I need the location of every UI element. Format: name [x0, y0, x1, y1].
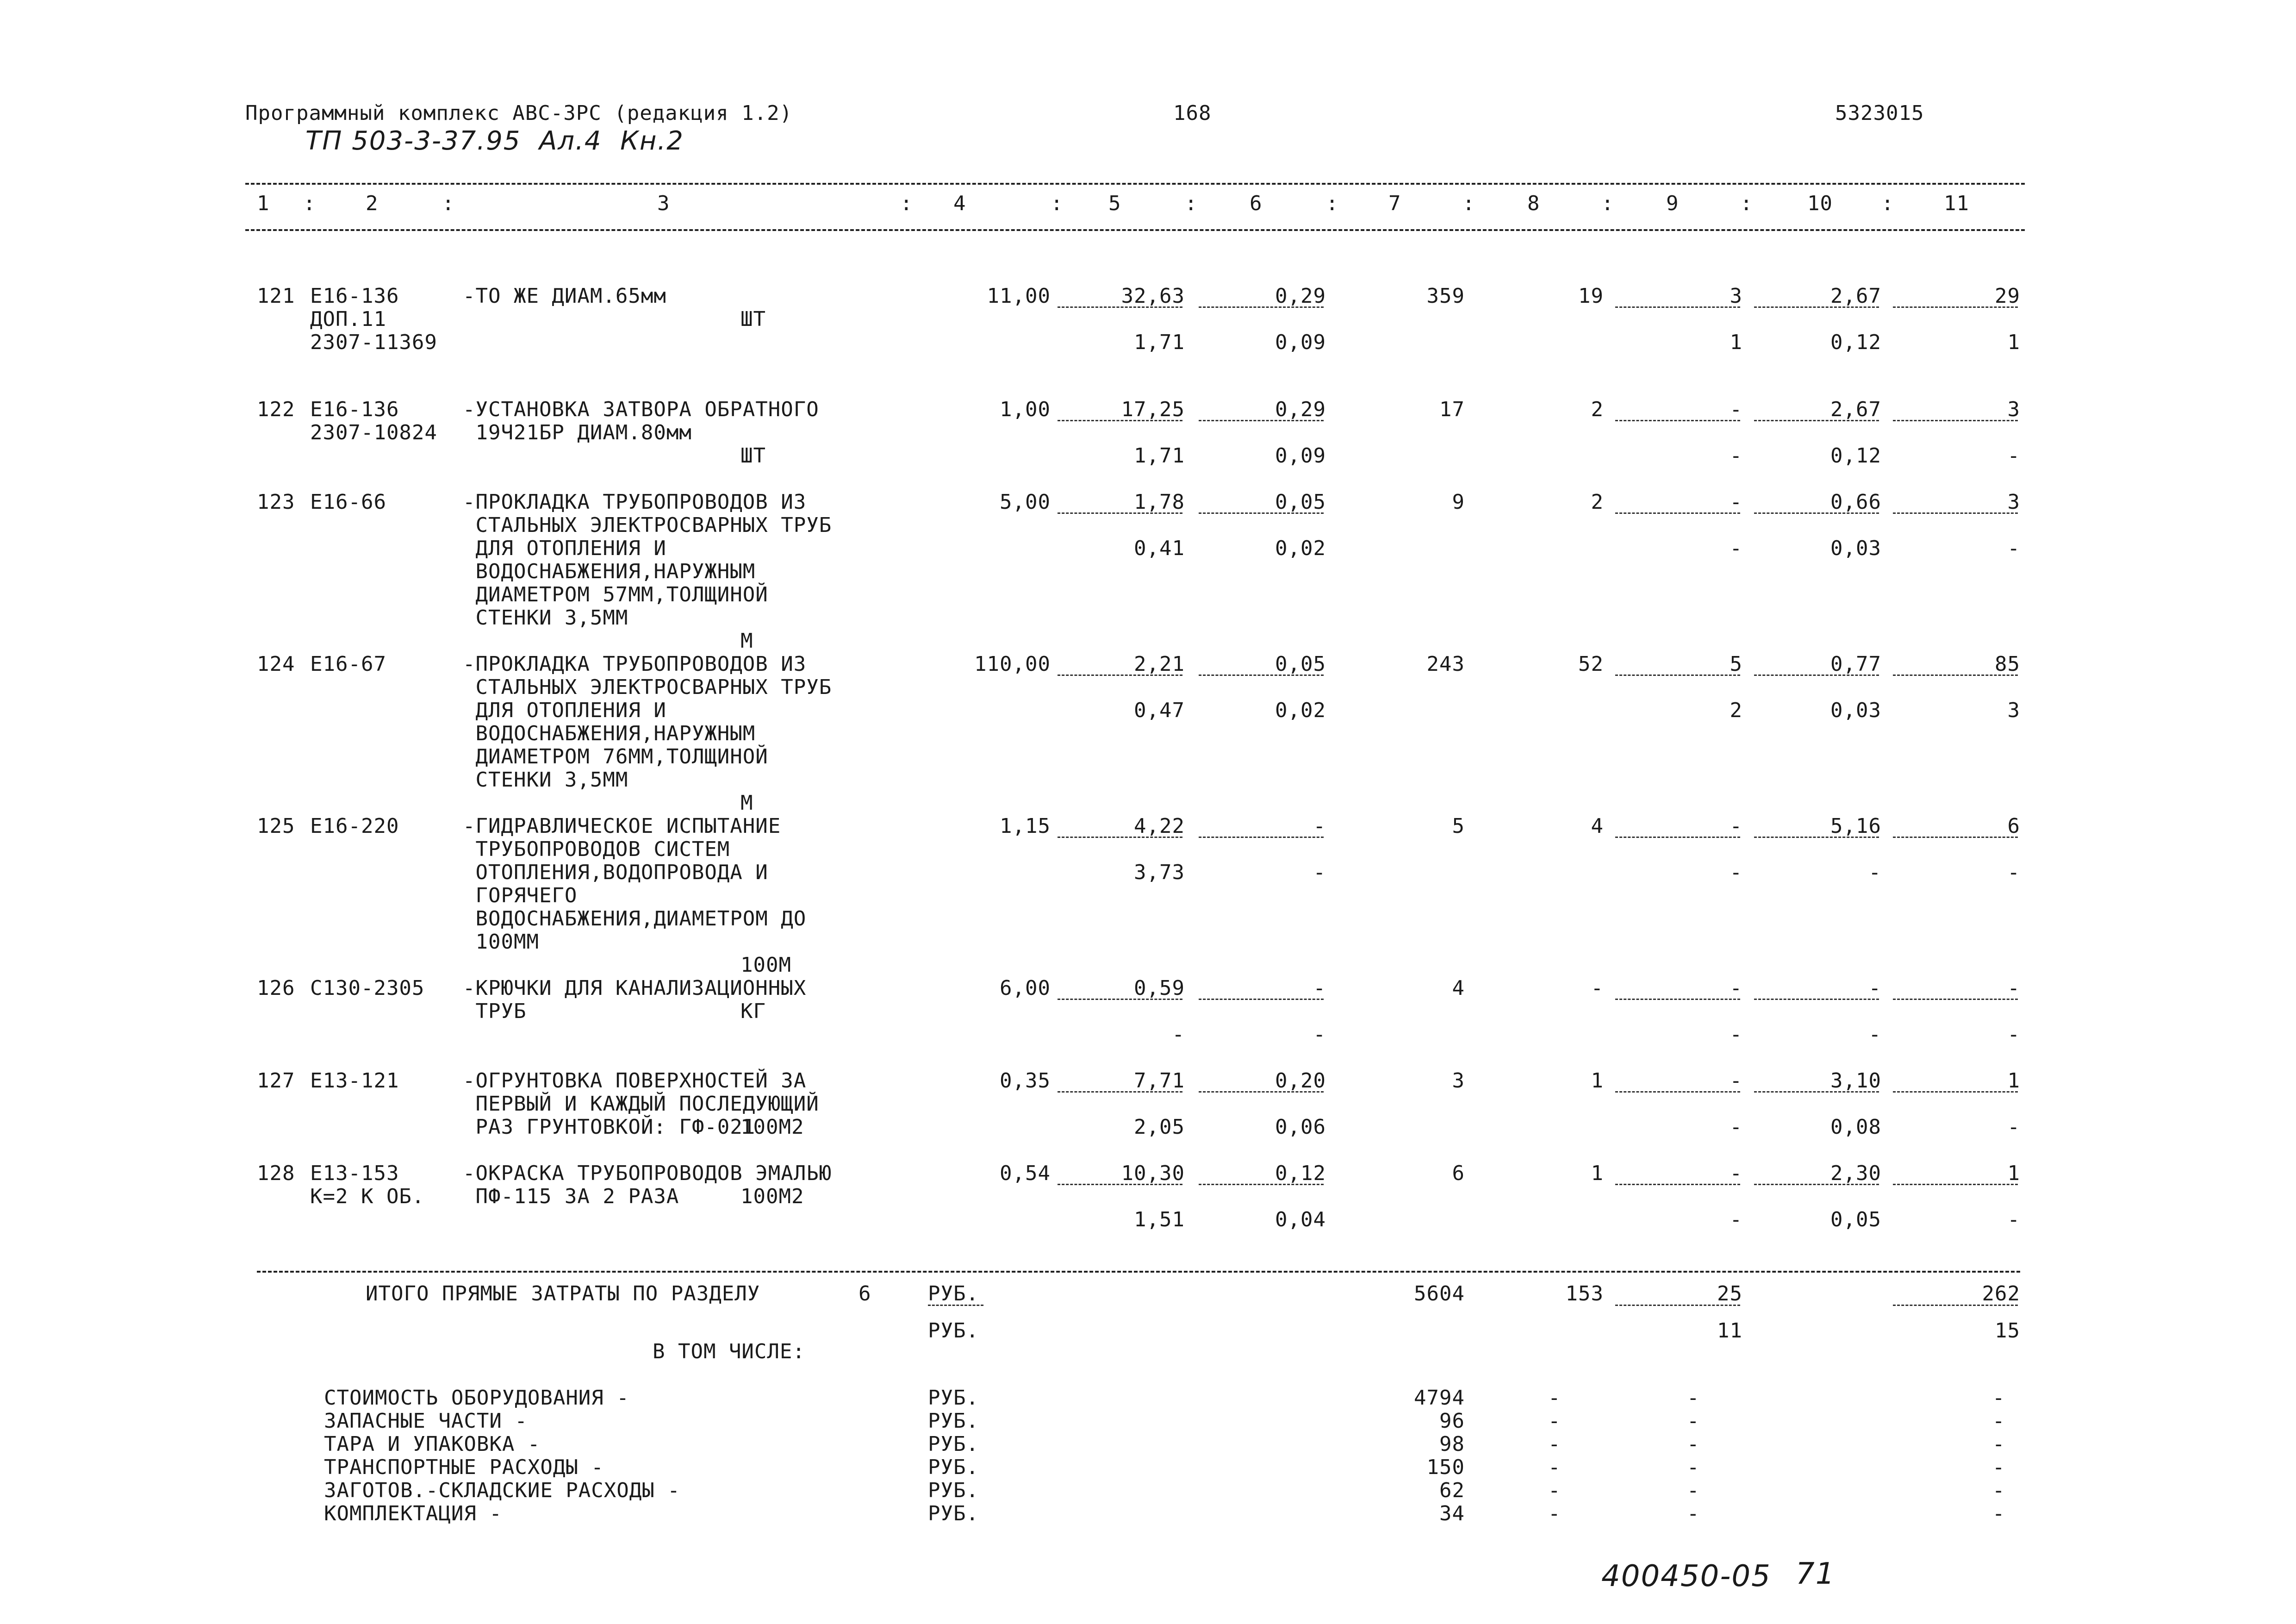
row-description: ВОДОСНАБЖЕНИЯ,НАРУЖНЫМ — [463, 722, 756, 745]
cell-c11b: - — [2007, 1208, 2020, 1231]
cell-c7: 6 — [1452, 1162, 1465, 1185]
cell-c9b: - — [1730, 1115, 1742, 1139]
cell-c9: 5 — [1730, 652, 1742, 676]
cell-divider-line — [1615, 837, 1740, 838]
cell-divider-line — [1754, 837, 1879, 838]
cell-divider-line — [1615, 675, 1740, 676]
row-number: 123 — [257, 490, 295, 514]
cell-c7: 4 — [1452, 976, 1465, 1000]
row-unit: ШТ — [740, 307, 766, 331]
cell-c4: 5,00 — [1000, 490, 1051, 514]
row-description: ВОДОСНАБЖЕНИЯ,ДИАМЕТРОМ ДО — [463, 907, 807, 931]
cell-divider-line — [1754, 999, 1879, 1000]
cell-c11: 3 — [2007, 398, 2020, 421]
cell-divider-line — [1754, 306, 1879, 308]
cell-c9: - — [1730, 1162, 1742, 1185]
breakdown-c9: - — [1687, 1432, 1700, 1456]
row-code: Е16-136 — [310, 398, 399, 421]
row-description: СТАЛЬНЫХ ЭЛЕКТРОСВАРНЫХ ТРУБ — [463, 675, 832, 699]
cell-c10b: 0,08 — [1830, 1115, 1881, 1139]
cell-c4: 11,00 — [987, 284, 1051, 308]
row-description: 100ММ — [463, 930, 539, 954]
cell-divider-line — [1058, 1091, 1182, 1093]
cell-divider-line — [1058, 306, 1182, 308]
cell-c6: 0,20 — [1275, 1069, 1326, 1093]
column-separator: : — [1051, 192, 1064, 215]
row-code: 2307-10824 — [310, 421, 437, 444]
breakdown-c9: - — [1687, 1502, 1700, 1525]
page-number: 168 — [1173, 101, 1212, 125]
breakdown-label: ТАРА И УПАКОВКА - — [324, 1432, 541, 1456]
handwritten-sheet-number: 71 — [1796, 1557, 1836, 1591]
cell-c10: 5,16 — [1830, 814, 1881, 838]
cell-c5b: 0,47 — [1134, 699, 1185, 722]
cell-c8: 52 — [1578, 652, 1604, 676]
row-code: Е16-220 — [310, 814, 399, 838]
row-code: ДОП.11 — [310, 307, 386, 331]
totals-rule — [257, 1271, 2020, 1273]
breakdown-c8: - — [1548, 1455, 1561, 1479]
cell-c6: 0,05 — [1275, 490, 1326, 514]
column-header-6: 6 — [1250, 192, 1263, 215]
program-title: Программный комплекс АВС-3РС (редакция 1.2) — [245, 101, 793, 125]
cell-c10: 0,66 — [1830, 490, 1881, 514]
cell-divider-line — [1893, 1305, 2018, 1306]
row-description: СТЕНКИ 3,5ММ — [463, 606, 628, 630]
cell-divider-line — [1615, 1305, 1740, 1306]
cell-divider-line — [1893, 306, 2018, 308]
cell-divider-line — [1754, 1091, 1879, 1093]
cell-divider-line — [928, 1305, 983, 1306]
row-code: Е16-67 — [310, 652, 386, 676]
cell-c10b: 0,05 — [1830, 1208, 1881, 1231]
cell-c11: 29 — [1995, 284, 2020, 308]
column-header-5: 5 — [1108, 192, 1121, 215]
row-description: ПФ-115 ЗА 2 РАЗА — [463, 1185, 679, 1208]
breakdown-c11: - — [1992, 1479, 2005, 1502]
cell-divider-line — [1615, 1091, 1740, 1093]
cell-c5: 2,21 — [1134, 652, 1185, 676]
breakdown-label: ТРАНСПОРТНЫЕ РАСХОДЫ - — [324, 1455, 604, 1479]
cell-divider-line — [1058, 675, 1182, 676]
breakdown-c7: 150 — [1426, 1455, 1465, 1479]
row-description: -УСТАНОВКА ЗАТВОРА ОБРАТНОГО — [463, 398, 819, 421]
breakdown-c11: - — [1992, 1455, 2005, 1479]
cell-divider-line — [1199, 306, 1324, 308]
row-number: 126 — [257, 976, 295, 1000]
row-number: 128 — [257, 1162, 295, 1185]
row-description: РАЗ ГРУНТОВКОЙ: ГФ-021 — [463, 1115, 756, 1139]
cell-divider-line — [1893, 512, 2018, 514]
row-code: Е16-136 — [310, 284, 399, 308]
row-description: СТЕНКИ 3,5ММ — [463, 768, 628, 792]
cell-c4: 0,54 — [1000, 1162, 1051, 1185]
cell-c9: - — [1730, 398, 1742, 421]
cell-c11b: 1 — [2007, 331, 2020, 354]
cell-c11: 1 — [2007, 1069, 2020, 1093]
row-unit: М — [740, 629, 753, 653]
cell-c6: - — [1313, 976, 1326, 1000]
cell-c5b: 3,73 — [1134, 861, 1185, 884]
row-description: ДИАМЕТРОМ 76ММ,ТОЛЩИНОЙ — [463, 745, 768, 768]
cell-c8: 2 — [1591, 490, 1604, 514]
totals-label: ИТОГО ПРЯМЫЕ ЗАТРАТЫ ПО РАЗДЕЛУ — [366, 1282, 760, 1305]
document-code: 5323015 — [1835, 101, 1924, 125]
column-header-4: 4 — [953, 192, 966, 215]
breakdown-c11: - — [1992, 1502, 2005, 1525]
cell-c11b: - — [2007, 861, 2020, 884]
cell-c11b: - — [2007, 537, 2020, 560]
totals-section: 6 — [859, 1282, 871, 1305]
cell-c6: 0,12 — [1275, 1162, 1326, 1185]
column-header-10: 10 — [1807, 192, 1833, 215]
row-description: ДЛЯ ОТОПЛЕНИЯ И — [463, 699, 666, 722]
cell-c5: 32,63 — [1121, 284, 1185, 308]
cell-c11b: 3 — [2007, 699, 2020, 722]
breakdown-unit: РУБ. — [928, 1432, 979, 1456]
row-unit: М — [740, 791, 753, 815]
cell-c4: 1,00 — [1000, 398, 1051, 421]
cell-divider-line — [1199, 1184, 1324, 1185]
totals-c8: 153 — [1565, 1282, 1604, 1305]
cell-c5: 17,25 — [1121, 398, 1185, 421]
breakdown-c7: 96 — [1439, 1409, 1465, 1433]
cell-divider-line — [1893, 999, 2018, 1000]
cell-c5: 10,30 — [1121, 1162, 1185, 1185]
cell-c6b: - — [1313, 861, 1326, 884]
row-unit: ШТ — [740, 444, 766, 468]
row-description: -ТО ЖЕ ДИАМ.65мм — [463, 284, 666, 308]
row-description: ДИАМЕТРОМ 57ММ,ТОЛЩИНОЙ — [463, 583, 768, 606]
row-description: ПЕРВЫЙ И КАЖДЫЙ ПОСЛЕДУЮЩИЙ — [463, 1092, 819, 1116]
row-description: СТАЛЬНЫХ ЭЛЕКТРОСВАРНЫХ ТРУБ — [463, 513, 832, 537]
breakdown-unit: РУБ. — [928, 1386, 979, 1410]
cell-c10: 2,67 — [1830, 284, 1881, 308]
cell-c7: 359 — [1426, 284, 1465, 308]
cell-c5b: 1,51 — [1134, 1208, 1185, 1231]
breakdown-c11: - — [1992, 1409, 2005, 1433]
cell-c6b: 0,09 — [1275, 444, 1326, 468]
header-top-rule — [245, 183, 2025, 185]
cell-divider-line — [1893, 837, 2018, 838]
cell-c8: 1 — [1591, 1162, 1604, 1185]
cell-divider-line — [1058, 512, 1182, 514]
breakdown-unit: РУБ. — [928, 1502, 979, 1525]
cell-c10: 0,77 — [1830, 652, 1881, 676]
row-unit: КГ — [740, 999, 766, 1023]
cell-divider-line — [1199, 837, 1324, 838]
cell-c7: 243 — [1426, 652, 1465, 676]
breakdown-c8: - — [1548, 1386, 1561, 1410]
cell-divider-line — [1058, 420, 1182, 421]
column-header-1: 1 — [257, 192, 270, 215]
cell-c5b: 1,71 — [1134, 444, 1185, 468]
cell-c9b: - — [1730, 537, 1742, 560]
breakdown-c7: 34 — [1439, 1502, 1465, 1525]
row-description: ОТОПЛЕНИЯ,ВОДОПРОВОДА И — [463, 861, 768, 884]
cell-c8: 2 — [1591, 398, 1604, 421]
cell-divider-line — [1615, 1184, 1740, 1185]
totals-c11: 262 — [1982, 1282, 2020, 1305]
cell-c10b: 0,03 — [1830, 537, 1881, 560]
breakdown-c7: 62 — [1439, 1479, 1465, 1502]
column-separator: : — [1326, 192, 1339, 215]
cell-c9b: 1 — [1730, 331, 1742, 354]
row-code: С130-2305 — [310, 976, 425, 1000]
column-separator: : — [1740, 192, 1753, 215]
row-description: -КРЮЧКИ ДЛЯ КАНАЛИЗАЦИОННЫХ — [463, 976, 807, 1000]
column-separator: : — [1601, 192, 1614, 215]
cell-divider-line — [1199, 675, 1324, 676]
column-separator: : — [900, 192, 913, 215]
row-description: ВОДОСНАБЖЕНИЯ,НАРУЖНЫМ — [463, 560, 756, 583]
breakdown-label: СТОИМОСТЬ ОБОРУДОВАНИЯ - — [324, 1386, 629, 1410]
cell-c8: - — [1591, 976, 1604, 1000]
cell-c4: 6,00 — [1000, 976, 1051, 1000]
cell-c11: 6 — [2007, 814, 2020, 838]
breakdown-c9: - — [1687, 1455, 1700, 1479]
breakdown-c11: - — [1992, 1432, 2005, 1456]
cell-c11: - — [2007, 976, 2020, 1000]
column-header-9: 9 — [1666, 192, 1679, 215]
breakdown-c8: - — [1548, 1502, 1561, 1525]
cell-c6: 0,05 — [1275, 652, 1326, 676]
cell-c7: 3 — [1452, 1069, 1465, 1093]
cell-divider-line — [1615, 420, 1740, 421]
row-code: 2307-11369 — [310, 331, 437, 354]
column-separator: : — [442, 192, 455, 215]
totals-c9b: 11 — [1717, 1319, 1742, 1343]
row-number: 127 — [257, 1069, 295, 1093]
cell-c9: - — [1730, 1069, 1742, 1093]
row-code: Е16-66 — [310, 490, 386, 514]
cell-divider-line — [1615, 306, 1740, 308]
column-header-7: 7 — [1388, 192, 1401, 215]
including-label: В ТОМ ЧИСЛЕ: — [653, 1340, 805, 1363]
cell-c7: 5 — [1452, 814, 1465, 838]
cell-c9b: 2 — [1730, 699, 1742, 722]
cell-c9b: - — [1730, 444, 1742, 468]
cell-c6b: 0,04 — [1275, 1208, 1326, 1231]
cell-c9: 3 — [1730, 284, 1742, 308]
row-description: -ОГРУНТОВКА ПОВЕРХНОСТЕЙ ЗА — [463, 1069, 807, 1093]
row-code: Е13-153 — [310, 1162, 399, 1185]
cell-c5: 0,59 — [1134, 976, 1185, 1000]
breakdown-unit: РУБ. — [928, 1409, 979, 1433]
cell-c10b: 0,03 — [1830, 699, 1881, 722]
row-description: -ПРОКЛАДКА ТРУБОПРОВОДОВ ИЗ — [463, 490, 807, 514]
column-separator: : — [1185, 192, 1198, 215]
cell-c4: 0,35 — [1000, 1069, 1051, 1093]
cell-c9b: - — [1730, 1023, 1742, 1046]
cell-divider-line — [1893, 675, 2018, 676]
cell-c4: 110,00 — [974, 652, 1051, 676]
cell-c9: - — [1730, 490, 1742, 514]
cell-c10: 2,67 — [1830, 398, 1881, 421]
row-unit: 100М2 — [740, 1115, 804, 1139]
row-description: ТРУБОПРОВОДОВ СИСТЕМ — [463, 837, 730, 861]
cell-divider-line — [1615, 999, 1740, 1000]
cell-c11: 3 — [2007, 490, 2020, 514]
row-number: 122 — [257, 398, 295, 421]
breakdown-label: ЗАГОТОВ.-СКЛАДСКИЕ РАСХОДЫ - — [324, 1479, 680, 1502]
breakdown-c9: - — [1687, 1409, 1700, 1433]
totals-c11b: 15 — [1995, 1319, 2020, 1343]
cell-c6: - — [1313, 814, 1326, 838]
breakdown-c7: 4794 — [1414, 1386, 1465, 1410]
cell-c9b: - — [1730, 1208, 1742, 1231]
cell-c6b: 0,02 — [1275, 699, 1326, 722]
breakdown-c11: - — [1992, 1386, 2005, 1410]
cell-divider-line — [1893, 1091, 2018, 1093]
cell-divider-line — [1615, 512, 1740, 514]
breakdown-c8: - — [1548, 1409, 1561, 1433]
breakdown-label: КОМПЛЕКТАЦИЯ - — [324, 1502, 502, 1525]
row-description: ТРУБ — [463, 999, 527, 1023]
cell-divider-line — [1754, 512, 1879, 514]
cell-c7: 17 — [1439, 398, 1465, 421]
cell-divider-line — [1199, 999, 1324, 1000]
cell-c9: - — [1730, 814, 1742, 838]
cell-divider-line — [1754, 1184, 1879, 1185]
cell-c10: - — [1868, 976, 1881, 1000]
column-separator: : — [303, 192, 316, 215]
cell-c6b: - — [1313, 1023, 1326, 1046]
cell-c5: 4,22 — [1134, 814, 1185, 838]
column-header-2: 2 — [366, 192, 379, 215]
cell-divider-line — [1058, 1184, 1182, 1185]
cell-c9: - — [1730, 976, 1742, 1000]
cell-c6: 0,29 — [1275, 284, 1326, 308]
cell-c5b: 1,71 — [1134, 331, 1185, 354]
cell-divider-line — [1754, 675, 1879, 676]
breakdown-c8: - — [1548, 1432, 1561, 1456]
row-unit: 100М2 — [740, 1185, 804, 1208]
cell-c8: 19 — [1578, 284, 1604, 308]
cell-c10b: - — [1868, 1023, 1881, 1046]
cell-c6b: 0,06 — [1275, 1115, 1326, 1139]
cell-divider-line — [1058, 837, 1182, 838]
row-description: -ОКРАСКА ТРУБОПРОВОДОВ ЭМАЛЬЮ — [463, 1162, 832, 1185]
header-bottom-rule — [245, 229, 2025, 231]
row-description: ДЛЯ ОТОПЛЕНИЯ И — [463, 537, 666, 560]
row-number: 125 — [257, 814, 295, 838]
cell-c6: 0,29 — [1275, 398, 1326, 421]
cell-c6b: 0,09 — [1275, 331, 1326, 354]
cell-divider-line — [1893, 420, 2018, 421]
cell-c10b: 0,12 — [1830, 331, 1881, 354]
handwritten-archive-number: 400450-05 — [1601, 1559, 1771, 1593]
cell-c5: 1,78 — [1134, 490, 1185, 514]
breakdown-c9: - — [1687, 1479, 1700, 1502]
column-header-11: 11 — [1944, 192, 1969, 215]
cell-c10b: - — [1868, 861, 1881, 884]
handwritten-project-ref: ТП 503-3-37.95 Ал.4 Кн.2 — [305, 126, 684, 156]
cell-c11: 1 — [2007, 1162, 2020, 1185]
cell-c5b: 0,41 — [1134, 537, 1185, 560]
totals-unit: РУБ. — [928, 1282, 979, 1305]
totals-c9: 25 — [1717, 1282, 1742, 1305]
cell-c10: 2,30 — [1830, 1162, 1881, 1185]
cell-divider-line — [1199, 420, 1324, 421]
cell-c8: 4 — [1591, 814, 1604, 838]
cell-c5b: 2,05 — [1134, 1115, 1185, 1139]
cell-c8: 1 — [1591, 1069, 1604, 1093]
cell-c10: 3,10 — [1830, 1069, 1881, 1093]
cell-c9b: - — [1730, 861, 1742, 884]
row-description: -ГИДРАВЛИЧЕСКОЕ ИСПЫТАНИЕ — [463, 814, 781, 838]
row-description: 19Ч21БР ДИАМ.80мм — [463, 421, 692, 444]
row-code: Е13-121 — [310, 1069, 399, 1093]
cell-c6b: 0,02 — [1275, 537, 1326, 560]
row-description: ГОРЯЧЕГО — [463, 884, 578, 907]
cell-c11b: - — [2007, 444, 2020, 468]
column-separator: : — [1462, 192, 1475, 215]
column-separator: : — [1881, 192, 1894, 215]
totals-c7: 5604 — [1414, 1282, 1465, 1305]
cell-c11b: - — [2007, 1115, 2020, 1139]
column-header-3: 3 — [657, 192, 670, 215]
breakdown-label: ЗАПАСНЫЕ ЧАСТИ - — [324, 1409, 528, 1433]
breakdown-unit: РУБ. — [928, 1455, 979, 1479]
cell-divider-line — [1058, 999, 1182, 1000]
cell-c11: 85 — [1995, 652, 2020, 676]
row-unit: 100М — [740, 953, 791, 977]
breakdown-c7: 98 — [1439, 1432, 1465, 1456]
cell-divider-line — [1893, 1184, 2018, 1185]
cell-c5b: - — [1172, 1023, 1185, 1046]
cell-c4: 1,15 — [1000, 814, 1051, 838]
row-number: 121 — [257, 284, 295, 308]
breakdown-unit: РУБ. — [928, 1479, 979, 1502]
cell-c5: 7,71 — [1134, 1069, 1185, 1093]
cell-c11b: - — [2007, 1023, 2020, 1046]
cell-divider-line — [1199, 512, 1324, 514]
column-header-8: 8 — [1527, 192, 1540, 215]
cell-divider-line — [1199, 1091, 1324, 1093]
breakdown-c9: - — [1687, 1386, 1700, 1410]
cell-divider-line — [1754, 420, 1879, 421]
row-number: 124 — [257, 652, 295, 676]
breakdown-c8: - — [1548, 1479, 1561, 1502]
cell-c7: 9 — [1452, 490, 1465, 514]
row-code: К=2 К ОБ. — [310, 1185, 425, 1208]
totals-unit-2: РУБ. — [928, 1319, 979, 1343]
row-description: -ПРОКЛАДКА ТРУБОПРОВОДОВ ИЗ — [463, 652, 807, 676]
cell-c10b: 0,12 — [1830, 444, 1881, 468]
